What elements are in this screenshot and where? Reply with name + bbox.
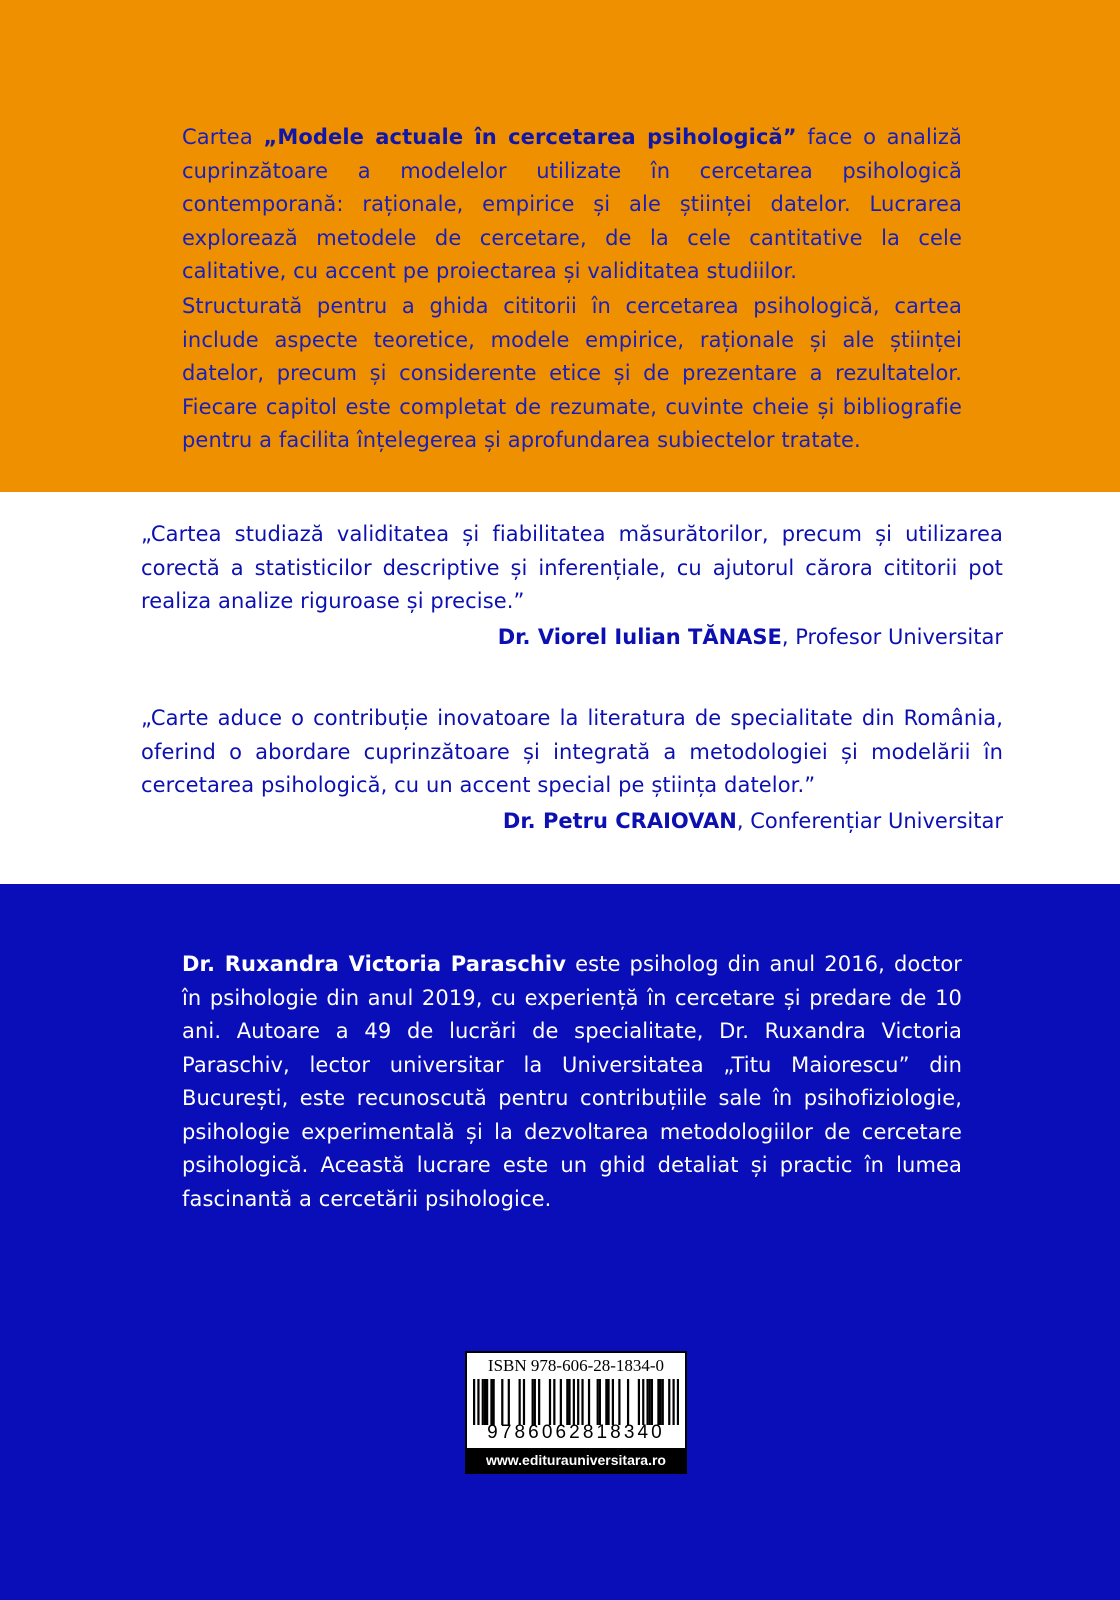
barcode-bar: [657, 1379, 659, 1425]
barcode-bar: [618, 1379, 620, 1425]
barcode-bar: [508, 1379, 510, 1425]
review-attribution-1: [498, 625, 1003, 649]
barcode-bar: [519, 1379, 521, 1425]
barcode-bar: [560, 1379, 562, 1425]
barcode-bar: [662, 1379, 664, 1425]
barcode-bar: [473, 1379, 475, 1425]
barcode-bar: [646, 1379, 648, 1425]
barcode-bar: [599, 1379, 601, 1425]
barcode-bar: [484, 1379, 486, 1425]
barcode-bar: [566, 1379, 568, 1425]
review-attribution-2: [503, 809, 1003, 833]
barcode-bar: [532, 1379, 534, 1425]
barcode-bar: [482, 1379, 484, 1425]
barcode-bar: [490, 1379, 492, 1425]
barcode-bar: [501, 1379, 503, 1425]
top-description-panel: [0, 0, 1120, 492]
barcode-bar: [651, 1379, 653, 1425]
barcode-bar: [568, 1379, 570, 1425]
author-bio-text: este psiholog din anul 2016, doctor în psihologie din anul 2019, cu experiență în cercetare și predare de 10 ani. Autoare a 49 de lucrări de specialitate, Dr. Ruxandra Victoria Paraschiv, lector universitar la Universitatea „Titu Maiorescu” din București, este recunoscută pentru contribuțiile sale în psihofiziologie, psihologie experimentală și la dezvoltarea metodologiilor de cercetare psihologică. Această lucrare este un ghid detaliat și practic în lumea fascinantă a cercetării psihologice.: [182, 952, 962, 1211]
publisher-website: www.editurauniversitara.ro: [467, 1448, 685, 1472]
author-bio: [182, 948, 962, 1216]
barcode-bar: [581, 1379, 583, 1425]
barcode-bar: [573, 1379, 575, 1425]
barcode-bar: [642, 1379, 644, 1425]
barcode-bar: [677, 1379, 679, 1425]
barcode-bar: [493, 1379, 495, 1425]
reviewer-role-2: , Conferențiar Universitar: [736, 809, 1003, 833]
barcode-bar: [597, 1379, 599, 1425]
review-quote-2: „Carte aduce o contribuție inovatoare la literatura de specialitate din România, oferind o abordare cuprinzătoare și integrată a metodologiei și modelării în cercetarea psihologică, cu un accent special pe știința datelor.”: [141, 706, 1003, 797]
review-quote-1: „Cartea studiază validitatea și fiabilitatea măsurătorilor, precum și utilizarea corectă a statisticilor descriptive și inferențiale, cu ajutorul cărora cititorii pot realiza analize riguroase și precise.”: [141, 522, 1003, 613]
reviews-panel: [0, 492, 1120, 884]
isbn-barcode: [465, 1351, 687, 1474]
description-prefix: Cartea: [182, 125, 264, 149]
barcode-bar: [607, 1379, 609, 1425]
description-rest: face o analiză cuprinzătoare a modelelor utilizate în cercetarea psihologică contemporană: raționale, empirice și ale științei datelor. Lucrarea explorează metodele de cercetare, de la cele cantitative la cele calitative, cu accent pe proiectarea și validitatea studiilor.: [182, 125, 962, 283]
reviewer-role-1: , Profesor Universitar: [781, 625, 1003, 649]
barcode-bar: [627, 1379, 629, 1425]
barcode-bar: [549, 1379, 551, 1425]
barcode-bar: [649, 1379, 651, 1425]
barcode-bar: [477, 1379, 479, 1425]
barcode-bar: [538, 1379, 540, 1425]
reviewer-name-1: Dr. Viorel Iulian TĂNASE: [497, 625, 782, 649]
barcode-bar: [588, 1379, 590, 1425]
book-description-paragraph-1: [182, 121, 962, 289]
barcode-bar: [534, 1379, 536, 1425]
book-description-paragraph-2: Structurată pentru a ghida cititorii în cercetarea psihologică, cartea include aspecte teoretice, modele empirice, raționale și ale științei datelor, precum și considerente etice și de prezentare a rezultatelor. Fiecare capitol este completat de rezumate, cuvinte cheie și bibliografie pentru a facilita înțelegerea și aprofundarea subiectelor tratate.: [182, 294, 962, 452]
barcode-bar: [605, 1379, 607, 1425]
barcode-bar: [672, 1379, 674, 1425]
barcode-bars: [473, 1379, 679, 1425]
barcode-bar: [577, 1379, 579, 1425]
isbn-label: ISBN 978-606-28-1834-0: [487, 1356, 665, 1375]
author-name: Dr. Ruxandra Victoria Paraschiv: [182, 952, 567, 976]
barcode-bar: [659, 1379, 661, 1425]
book-title: „Modele actuale în cercetarea psihologică”: [263, 125, 797, 149]
barcode-bar: [668, 1379, 670, 1425]
barcode-bar: [638, 1379, 640, 1425]
reviewer-name-2: Dr. Petru CRAIOVAN: [502, 809, 737, 833]
barcode-bar: [523, 1379, 525, 1425]
barcode-bar: [486, 1379, 488, 1425]
author-bio-panel: [0, 884, 1120, 1600]
barcode-bar: [612, 1379, 614, 1425]
barcode-bar: [553, 1379, 555, 1425]
barcode-digits: 9786062818340: [487, 1422, 665, 1443]
